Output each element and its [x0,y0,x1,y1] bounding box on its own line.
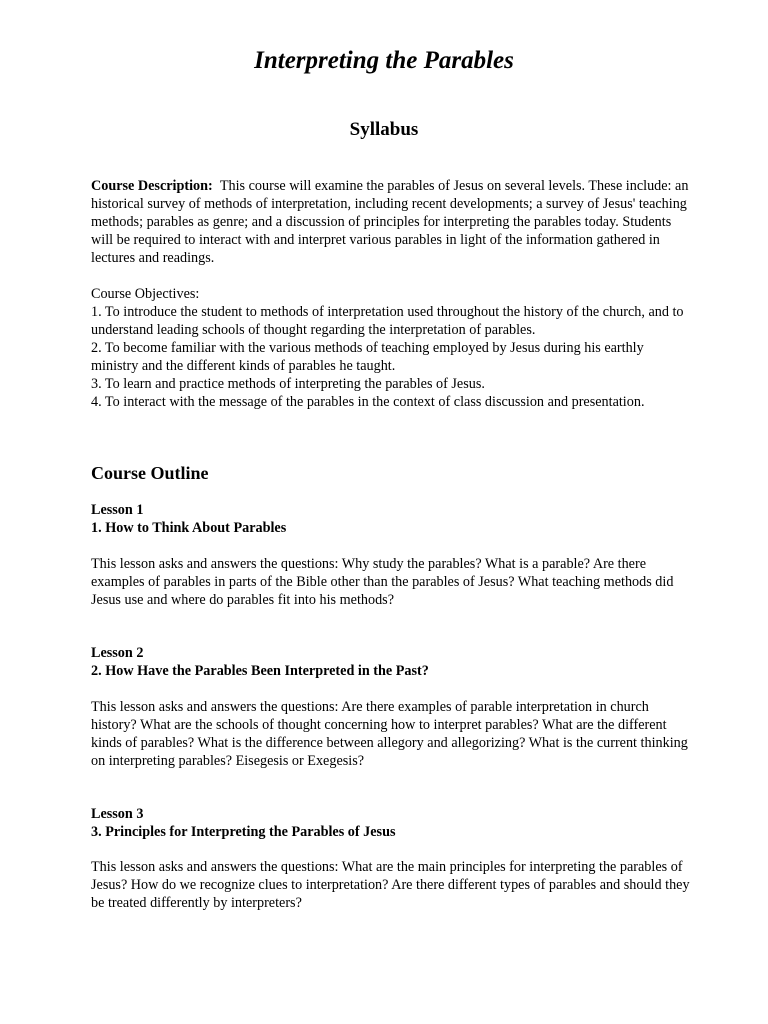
lesson-3-title: 3. Principles for Interpreting the Parables of Jesus [91,824,396,840]
course-description [91,177,691,267]
course-description-text: This course will examine the parables of Jesus on several levels. These include: an historical survey of methods of interpretation, including recent developments; a survey of Jesus' teaching methods; parables as genre; and a discussion of principles for interpreting the parables today. Students will be required to interact with and interpret various parables in light of the information gathered in lectures and readings. [91,178,689,266]
course-description-label: Course Description: [91,178,213,194]
lesson-2-body: This lesson asks and answers the questions: Are there examples of parable interpretation in church history? What are the schools of thought concerning how to interpret parables? What are the different kinds of parables? What is the difference between allegory and allegorizing? What is the current thinking on interpreting parables? Eisegesis or Exegesis? [91,699,688,769]
lesson-2-title: 2. How Have the Parables Been Interpreted in the Past? [91,663,429,679]
lesson-1-label: Lesson 1 [91,502,144,518]
objective-item-3: 3. To learn and practice methods of interpreting the parables of Jesus. [91,376,485,392]
objective-item-1: 1. To introduce the student to methods of interpretation used throughout the history of the church, and to understand leading schools of thought regarding the interpretation of parables. [91,304,684,338]
objective-item-2: 2. To become familiar with the various methods of teaching employed by Jesus during his earthly ministry and the different kinds of parables he taught. [91,340,644,374]
lesson-2-header [91,644,691,680]
lesson-3-header [91,805,691,841]
course-objectives [91,285,691,411]
course-description-paragraph [91,177,691,267]
course-outline-heading: Course Outline [91,463,209,483]
objective-item-4: 4. To interact with the message of the parables in the context of class discussion and presentation. [91,394,645,410]
lesson-2-label: Lesson 2 [91,645,144,661]
document-subtitle: Syllabus [349,119,419,140]
lesson-1-header [91,501,691,537]
lesson-1-title: 1. How to Think About Parables [91,520,287,536]
lesson-3-label: Lesson 3 [91,806,144,822]
lesson-3-body: This lesson asks and answers the questions: What are the main principles for interpreting the parables of Jesus? How do we recognize clues to interpretation? Are there different types of parables and should they be treated differently by interpreters? [91,859,690,911]
course-objectives-heading: Course Objectives: [91,286,200,302]
document-title: Interpreting the Parables [254,47,514,74]
lesson-1-body: This lesson asks and answers the questions: Why study the parables? What is a parable? Are there examples of parables in parts of the Bible other than the parables of Jesus? What teaching methods did Jesus use and where do parables fit into his methods? [91,556,674,608]
